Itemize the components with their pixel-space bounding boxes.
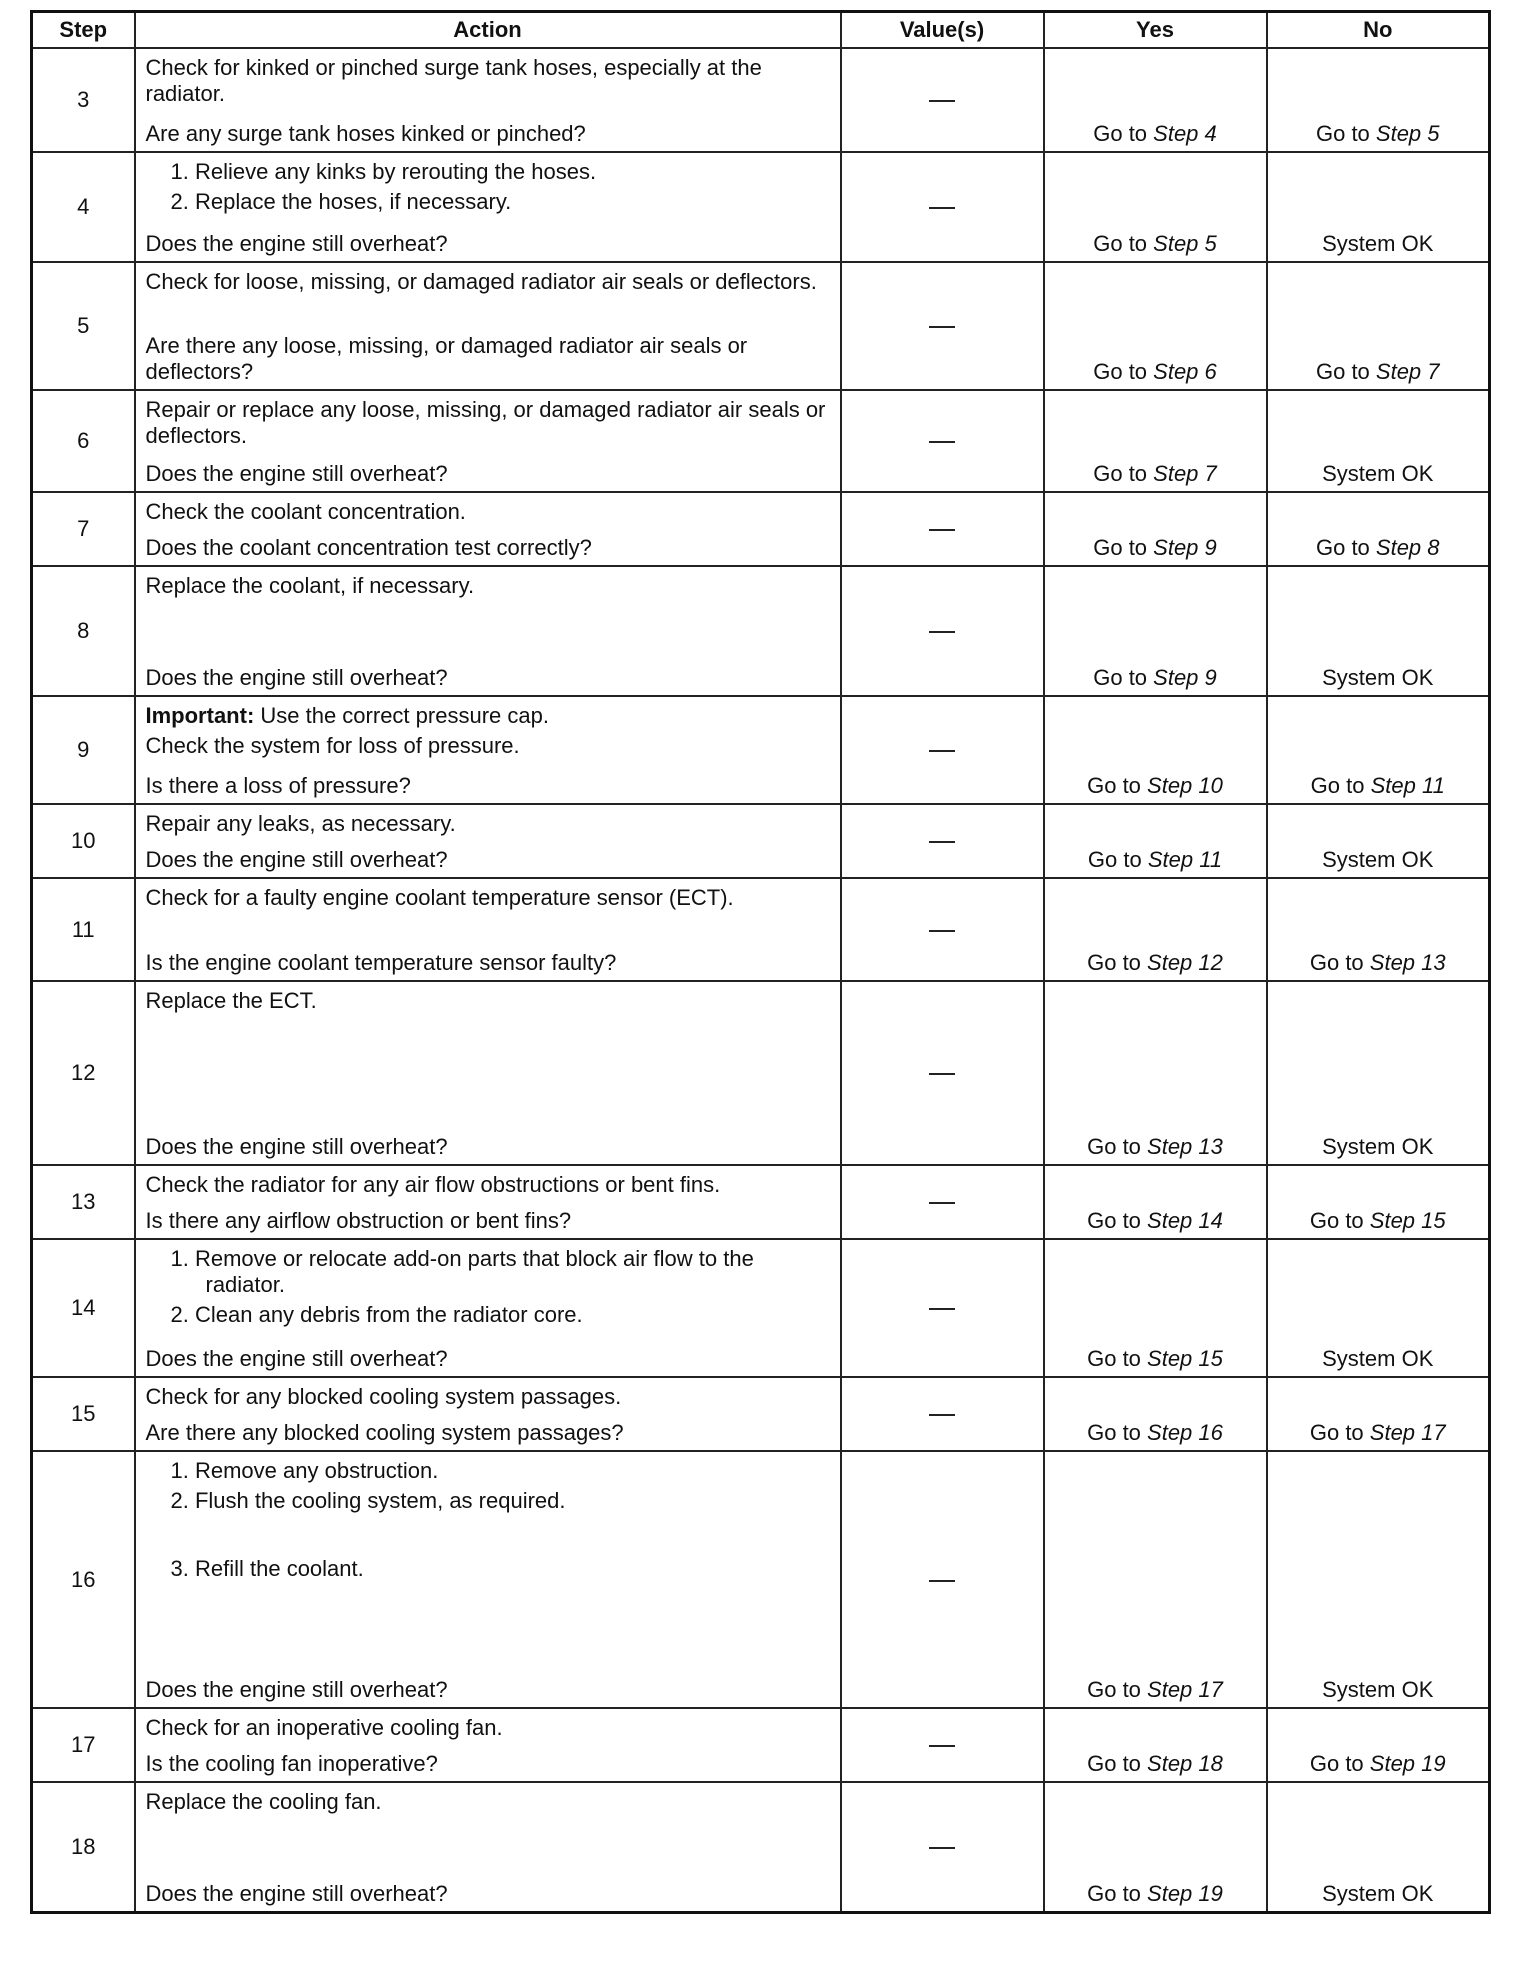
em-dash [929,529,955,531]
em-dash [929,750,955,752]
action-text [146,733,832,759]
action-cell [135,1708,841,1782]
table-row [32,1708,1490,1782]
line-text: Does the engine still overheat? [145,847,448,872]
line-text: Is the cooling fan inoperative? [145,1751,438,1776]
no-result [1267,1377,1490,1451]
line-text: Remove any obstruction. [194,1458,439,1483]
result-step-link: Step 6 [1153,359,1217,384]
no-result [1267,262,1490,390]
yes-result [1044,1239,1267,1377]
em-dash [929,1202,955,1204]
em-dash [929,930,955,932]
no-result [1267,878,1490,981]
yes-result [1044,696,1267,804]
line-text: Does the engine still overheat? [145,1881,448,1906]
action-list-item [146,1458,832,1484]
result-prefix: Go to [1087,1134,1148,1159]
line-text: Check the radiator for any air flow obstructions or bent fins. [145,1172,721,1197]
em-dash [929,326,955,328]
step-number: 8 [32,566,135,696]
result-step-link: Step 18 [1147,1751,1223,1776]
action-list-item [146,1556,832,1582]
line-text: Use the correct pressure cap. [254,703,549,728]
result-step-link: Step 10 [1147,773,1223,798]
table-row [32,696,1490,804]
action-list-item [146,1302,832,1328]
result-prefix: Go to [1087,1208,1148,1233]
action-cell [135,878,841,981]
no-result [1267,696,1490,804]
result-step-link: Step 14 [1147,1208,1223,1233]
action-question [146,535,832,561]
yes-result [1044,566,1267,696]
value-cell [841,1165,1044,1239]
line-text: Flush the cooling system, as required. [194,1488,566,1513]
result-prefix: Go to [1087,847,1148,872]
no-result [1267,48,1490,152]
value-cell [841,1239,1044,1377]
line-text: Check for an inoperative cooling fan. [145,1715,503,1740]
line-text: Check the coolant concentration. [145,499,466,524]
line-text: Is there a loss of pressure? [145,773,411,798]
em-dash [929,1073,955,1075]
table-row [32,878,1490,981]
action-question [146,1677,832,1703]
line-text: Is the engine coolant temperature sensor faulty? [145,950,617,975]
yes-result [1044,1782,1267,1913]
yes-result [1044,48,1267,152]
step-number: 10 [32,804,135,878]
list-number: 3. [170,1556,189,1581]
result-prefix: Go to [1087,1881,1148,1906]
value-cell [841,390,1044,492]
em-dash [929,441,955,443]
action-cell [135,48,841,152]
result-prefix: Go to [1087,1751,1148,1776]
result-prefix: Go to [1315,535,1376,560]
line-text: Replace the ECT. [145,988,317,1013]
line-text: Are any surge tank hoses kinked or pinched? [145,121,586,146]
action-cell [135,981,841,1165]
step-number: 12 [32,981,135,1165]
result-prefix: Go to [1309,1751,1370,1776]
result-step-link: Step 5 [1153,231,1217,256]
action-question [146,1420,832,1446]
action-list-item [146,1488,832,1514]
result-text: System OK [1322,1346,1434,1371]
action-text [146,1715,832,1741]
action-question [146,847,832,873]
value-cell [841,48,1044,152]
line-text: Replace the coolant, if necessary. [145,573,475,598]
no-result [1267,492,1490,566]
result-step-link: Step 15 [1147,1346,1223,1371]
yes-result [1044,390,1267,492]
step-number: 7 [32,492,135,566]
result-text: System OK [1322,231,1434,256]
table-body [32,48,1490,1913]
value-cell [841,696,1044,804]
line-text: Remove or relocate add-on parts that block air flow to the radiator. [194,1246,754,1297]
em-dash [929,100,955,102]
result-step-link: Step 12 [1147,950,1223,975]
no-result [1267,1451,1490,1708]
result-step-link: Step 9 [1153,535,1217,560]
table-row [32,981,1490,1165]
line-text: Are there any loose, missing, or damaged radiator air seals or deflectors? [145,333,748,384]
action-cell [135,1451,841,1708]
action-cell [135,152,841,262]
table-row [32,390,1490,492]
line-text: Repair or replace any loose, missing, or damaged radiator air seals or deflectors. [145,397,826,448]
result-step-link: Step 16 [1147,1420,1223,1445]
result-prefix: Go to [1310,773,1371,798]
list-number: 2. [170,1488,189,1513]
em-dash [929,1847,955,1849]
line-text: Does the engine still overheat? [145,1134,448,1159]
action-text [146,811,832,837]
result-prefix: Go to [1087,1420,1148,1445]
line-text: Check for a faulty engine coolant temperature sensor (ECT). [145,885,734,910]
value-cell [841,1377,1044,1451]
step-number: 14 [32,1239,135,1377]
action-question [146,1751,832,1777]
no-result [1267,152,1490,262]
action-cell [135,390,841,492]
action-question [146,1881,832,1907]
line-text: Relieve any kinks by rerouting the hoses. [194,159,597,184]
line-text: Does the engine still overheat? [145,1346,448,1371]
line-text: Repair any leaks, as necessary. [145,811,456,836]
line-text: Replace the cooling fan. [145,1789,382,1814]
em-dash [929,1414,955,1416]
value-cell [841,1708,1044,1782]
result-step-link: Step 15 [1369,1208,1446,1233]
action-list-item [146,189,832,215]
value-cell [841,262,1044,390]
table-row [32,1451,1490,1708]
table-row [32,262,1490,390]
line-text: Check for kinked or pinched surge tank hoses, especially at the radiator. [145,55,762,106]
value-cell [841,1782,1044,1913]
action-text [146,885,832,911]
list-number: 1. [170,1246,189,1271]
no-result [1267,1239,1490,1377]
line-text: Does the coolant concentration test correctly? [145,535,592,560]
step-number: 16 [32,1451,135,1708]
result-text: System OK [1322,461,1434,486]
table-row [32,804,1490,878]
action-text [146,573,832,599]
value-cell [841,566,1044,696]
action-cell [135,1239,841,1377]
action-list-item [146,159,832,185]
list-number: 1. [170,1458,189,1483]
list-number: 1. [170,159,189,184]
action-text [146,703,832,729]
line-text: Refill the coolant. [194,1556,364,1581]
step-number: 5 [32,262,135,390]
em-dash [929,1745,955,1747]
result-text: System OK [1322,1677,1434,1702]
result-prefix: Go to [1315,121,1376,146]
line-text: Check for any blocked cooling system passages. [145,1384,622,1409]
value-cell [841,981,1044,1165]
value-cell [841,152,1044,262]
header-no: No [1267,12,1490,49]
action-text [146,1384,832,1410]
step-number: 3 [32,48,135,152]
yes-result [1044,804,1267,878]
line-text: Replace the hoses, if necessary. [194,189,512,214]
step-number: 15 [32,1377,135,1451]
yes-result [1044,1451,1267,1708]
line-text: Is there any airflow obstruction or bent fins? [145,1208,572,1233]
line-text: Does the engine still overheat? [145,1677,448,1702]
action-question [146,1208,832,1234]
action-question [146,333,832,385]
result-step-link: Step 13 [1369,950,1446,975]
header-step: Step [32,12,135,49]
result-step-link: Step 17 [1147,1677,1223,1702]
action-question [146,121,832,147]
result-step-link: Step 4 [1153,121,1217,146]
result-prefix: Go to [1093,121,1154,146]
action-cell [135,804,841,878]
result-prefix: Go to [1093,665,1154,690]
action-question [146,461,832,487]
action-text [146,269,832,295]
result-prefix: Go to [1093,359,1154,384]
value-cell [841,1451,1044,1708]
em-dash [929,841,955,843]
yes-result [1044,1377,1267,1451]
line-text: Check for loose, missing, or damaged radiator air seals or deflectors. [145,269,817,294]
table-row [32,152,1490,262]
result-step-link: Step 7 [1153,461,1217,486]
action-question [146,231,832,257]
em-dash [929,1308,955,1310]
line-text: Clean any debris from the radiator core. [194,1302,583,1327]
header-row [32,12,1490,49]
result-prefix: Go to [1309,1208,1370,1233]
value-cell [841,492,1044,566]
result-text: System OK [1322,665,1434,690]
em-dash [929,1580,955,1582]
result-step-link: Step 11 [1370,773,1445,798]
header-yes: Yes [1044,12,1267,49]
step-number: 4 [32,152,135,262]
action-text [146,397,832,449]
no-result [1267,1165,1490,1239]
result-text: System OK [1322,1134,1434,1159]
result-prefix: Go to [1093,535,1154,560]
header-values: Value(s) [841,12,1044,49]
value-cell [841,878,1044,981]
important-label: Important: [145,703,255,728]
list-number: 2. [170,1302,189,1327]
table-row [32,48,1490,152]
line-text: Are there any blocked cooling system passages? [145,1420,624,1445]
result-step-link: Step 19 [1147,1881,1223,1906]
action-cell [135,696,841,804]
no-result [1267,1708,1490,1782]
table-row [32,1782,1490,1913]
no-result [1267,566,1490,696]
no-result [1267,804,1490,878]
result-text: System OK [1322,847,1434,872]
result-prefix: Go to [1093,231,1154,256]
header-action: Action [135,12,841,49]
result-prefix: Go to [1087,950,1148,975]
step-number: 13 [32,1165,135,1239]
step-number: 18 [32,1782,135,1913]
result-step-link: Step 9 [1153,665,1217,690]
action-question [146,1346,832,1372]
action-cell [135,262,841,390]
line-text: Does the engine still overheat? [145,665,448,690]
action-cell [135,1165,841,1239]
diagnostic-table [30,10,1491,1914]
line-text: Check the system for loss of pressure. [145,733,520,758]
action-text [146,1789,832,1815]
action-text [146,499,832,525]
result-prefix: Go to [1309,950,1370,975]
step-number: 11 [32,878,135,981]
table-row [32,492,1490,566]
result-prefix: Go to [1087,773,1148,798]
result-step-link: Step 8 [1375,535,1440,560]
value-cell [841,804,1044,878]
result-step-link: Step 17 [1369,1420,1446,1445]
action-cell [135,1782,841,1913]
action-cell [135,1377,841,1451]
table-row [32,1165,1490,1239]
yes-result [1044,1165,1267,1239]
action-list-item [146,1246,832,1298]
action-text [146,1172,832,1198]
result-prefix: Go to [1087,1677,1148,1702]
result-step-link: Step 19 [1369,1751,1446,1776]
yes-result [1044,492,1267,566]
result-step-link: Step 7 [1375,359,1440,384]
em-dash [929,631,955,633]
action-text [146,988,832,1014]
no-result [1267,981,1490,1165]
step-number: 6 [32,390,135,492]
result-step-link: Step 13 [1147,1134,1223,1159]
result-step-link: Step 5 [1375,121,1440,146]
yes-result [1044,1708,1267,1782]
step-number: 17 [32,1708,135,1782]
result-step-link: Step 11 [1147,847,1223,872]
table-row [32,566,1490,696]
list-number: 2. [170,189,189,214]
table-row [32,1239,1490,1377]
yes-result [1044,262,1267,390]
action-text [146,55,832,107]
step-number: 9 [32,696,135,804]
line-text: Does the engine still overheat? [145,461,448,486]
result-prefix: Go to [1087,1346,1148,1371]
action-question [146,665,832,691]
result-prefix: Go to [1315,359,1376,384]
em-dash [929,207,955,209]
yes-result [1044,878,1267,981]
action-question [146,1134,832,1160]
yes-result [1044,981,1267,1165]
result-prefix: Go to [1093,461,1154,486]
no-result [1267,1782,1490,1913]
action-question [146,950,832,976]
line-text: Does the engine still overheat? [145,231,448,256]
result-text: System OK [1322,1881,1434,1906]
yes-result [1044,152,1267,262]
action-question [146,773,832,799]
action-cell [135,566,841,696]
result-prefix: Go to [1309,1420,1370,1445]
no-result [1267,390,1490,492]
action-cell [135,492,841,566]
table-row [32,1377,1490,1451]
